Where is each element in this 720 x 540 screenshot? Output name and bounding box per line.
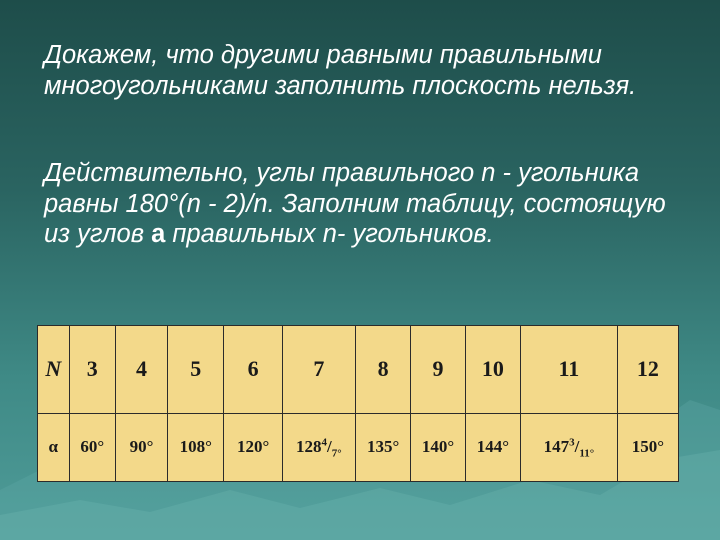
angle-whole: 147	[543, 437, 570, 457]
angle-cell: 108°	[168, 413, 224, 481]
angle-cell: 90°	[115, 413, 167, 481]
alpha-header: α	[38, 413, 70, 481]
n-cell: 12	[617, 326, 678, 414]
angle-cell: 60°	[69, 413, 115, 481]
angle-denominator: 11	[579, 447, 590, 460]
formula-text: Действительно, углы правильного n - угольника равны 180°(n - 2)/n. Заполним таблицу, состоящую из углов	[44, 159, 666, 249]
formula-paragraph	[44, 158, 684, 250]
angle-cell: 140°	[411, 413, 465, 481]
angle-denominator: 7	[331, 447, 338, 460]
angle-cell-fraction: $147^3/_{11^\circ}$	[521, 413, 618, 481]
alpha-letter: а	[151, 220, 166, 249]
angle-unit: °	[337, 447, 342, 460]
angle-cell: 144°	[465, 413, 520, 481]
angle-cell: 120°	[224, 413, 282, 481]
n-cell: 9	[411, 326, 465, 414]
n-header: N	[38, 326, 70, 414]
n-cell: 11	[521, 326, 618, 414]
angle-cell-fraction: $128^4/_{7^\circ}$	[282, 413, 355, 481]
table-row-alpha	[38, 413, 679, 481]
table-row-n	[38, 326, 679, 414]
intro-paragraph: Докажем, что другими равными правильными многоугольниками заполнить плоскость нельзя.	[44, 41, 637, 100]
angle-cell: 150°	[617, 413, 678, 481]
n-cell: 3	[69, 326, 115, 414]
n-cell: 8	[355, 326, 410, 414]
angle-unit: °	[589, 447, 595, 460]
angle-numerator: 4	[321, 436, 328, 449]
n-cell: 10	[465, 326, 520, 414]
n-cell: 4	[115, 326, 167, 414]
n-cell: 5	[168, 326, 224, 414]
n-cell: 7	[282, 326, 355, 414]
n-cell: 6	[224, 326, 282, 414]
angles-table	[37, 325, 679, 482]
angle-cell: 135°	[355, 413, 410, 481]
formula-text-end: правильных n- угольников.	[165, 220, 494, 249]
angle-whole: 128	[296, 437, 322, 457]
angle-numerator: 3	[569, 436, 575, 449]
